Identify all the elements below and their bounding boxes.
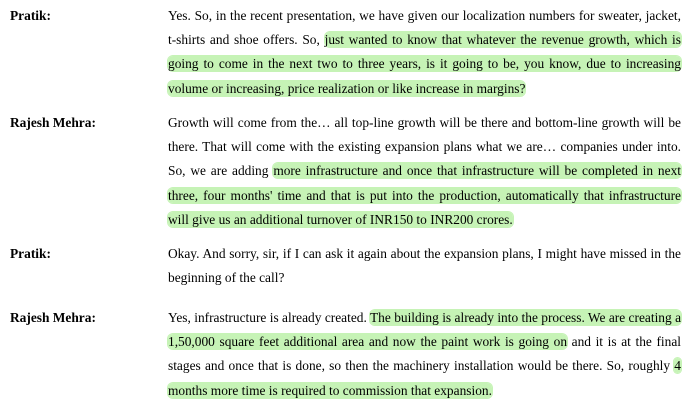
speaker-name: Pratik: <box>10 8 51 23</box>
speech-text <box>168 4 681 101</box>
highlighted-segment: 4 months more time is required to commission that expansion. <box>168 358 681 398</box>
speech-segment: Yes. So, in the recent presentation, we have given our localization numbers for sweater, jacket, t-shirts and shoe offers. So, <box>168 8 681 48</box>
speaker-name: Rajesh Mehra: <box>10 115 96 130</box>
highlighted-segment: just wanted to know that whatever the revenue growth, which is going to come in the next two to three years, is it going to be, you know, due to increasing volume or increasing, price realization or like increase in margins? <box>168 32 681 96</box>
speech-text <box>168 111 681 232</box>
speech-segment: Yes, infrastructure is already created. <box>168 310 370 325</box>
speaker-name: Pratik: <box>10 246 51 261</box>
speech-segment: Okay. And sorry, sir, if I can ask it again about the expansion plans, I might have missed in the beginning of the call? <box>168 246 681 286</box>
speech-segment: and it is at the final stages and once that is done, so then the machinery installation would be there. So, roughly <box>168 334 681 374</box>
speech-text <box>168 306 681 403</box>
speech-segment: Growth will come from the… all top-line growth will be there and bottom-line growth will be there. That will come with the existing expansion plans what we are… companies under into. So, we are adding <box>168 115 681 179</box>
highlighted-segment: The building is already into the process. We are creating a 1,50,000 square feet additional area and now the paint work is going on <box>168 310 682 350</box>
speaker-name: Rajesh Mehra: <box>10 310 96 325</box>
highlighted-segment: more infrastructure and once that infrastructure will be completed in next three, four months' time and that is put into the production, automatically that infrastructure will give us an additional turnover of INR150 to INR200 crores. <box>168 163 681 227</box>
speech-text <box>168 242 681 290</box>
